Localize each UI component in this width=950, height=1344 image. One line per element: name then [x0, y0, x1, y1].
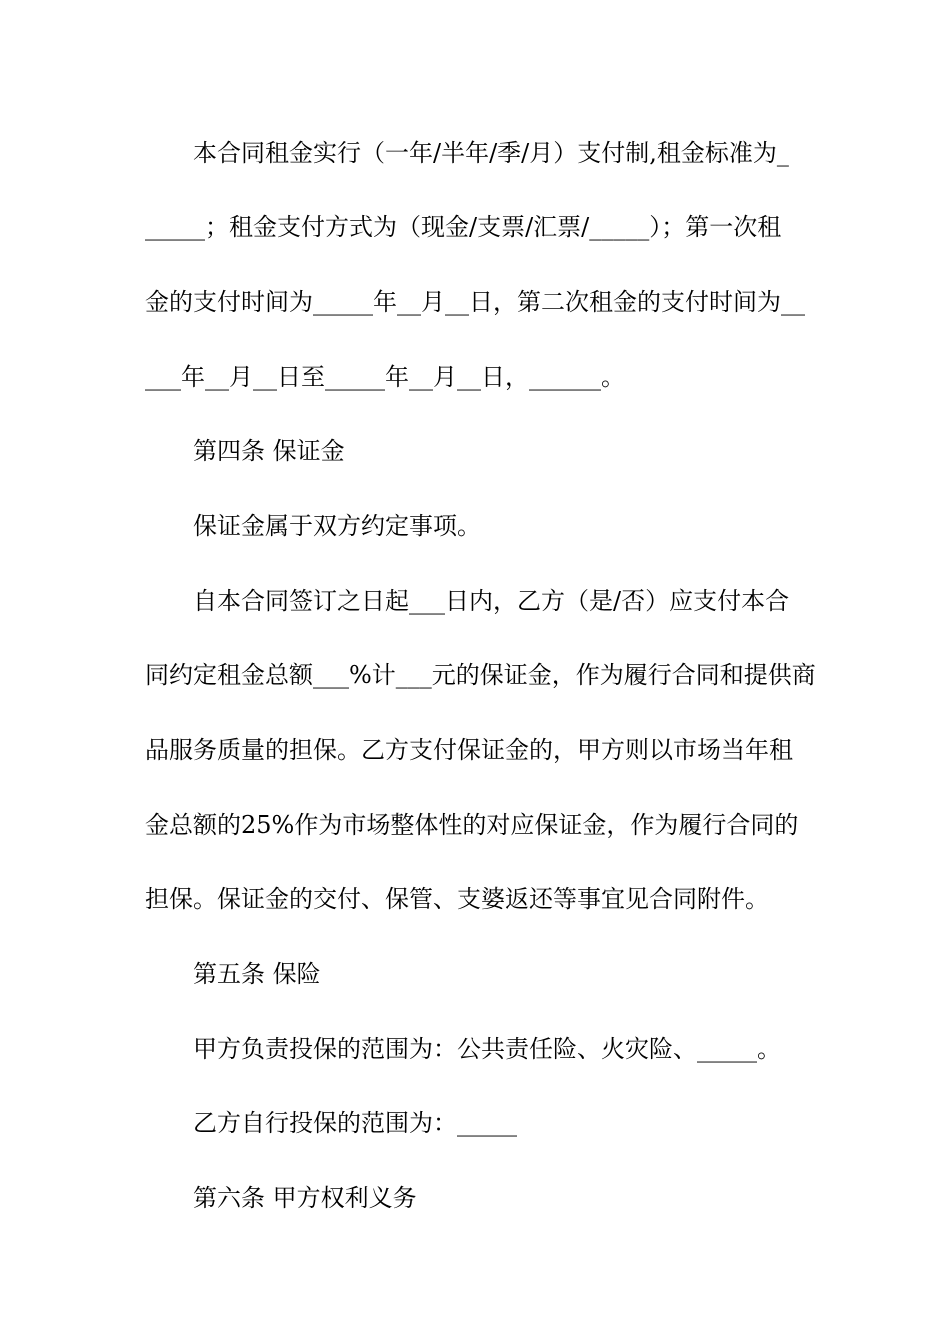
paragraph-deposit-agreement: 保证金属于双方约定事项。 [193, 512, 481, 540]
paragraph-rent-payment-line-4: ___年__月__日至_____年__月__日，______。 [145, 363, 625, 391]
paragraph-deposit-terms-line-4: 金总额的25%作为市场整体性的对应保证金，作为履行合同的 [145, 811, 799, 839]
paragraph-rent-payment-line-2: _____；租金支付方式为（现金/支票/汇票/_____）；第一次租 [145, 213, 782, 241]
section-heading-party-a-rights: 第六条 甲方权利义务 [193, 1184, 417, 1212]
section-heading-insurance: 第五条 保险 [193, 960, 321, 988]
paragraph-deposit-terms-line-5: 担保。保证金的交付、保管、支婆返还等事宜见合同附件。 [145, 885, 769, 913]
paragraph-party-a-insurance: 甲方负责投保的范围为：公共责任险、火灾险、_____。 [193, 1035, 781, 1063]
paragraph-rent-payment-line-3: 金的支付时间为_____年__月__日，第二次租金的支付时间为__ [145, 288, 805, 316]
paragraph-party-b-insurance: 乙方自行投保的范围为：_____ [193, 1109, 517, 1137]
paragraph-deposit-terms-line-1: 自本合同签订之日起___日内，乙方（是/否）应支付本合 [193, 587, 790, 615]
paragraph-deposit-terms-line-3: 品服务质量的担保。乙方支付保证金的，甲方则以市场当年租 [145, 736, 793, 764]
section-heading-deposit: 第四条 保证金 [193, 437, 345, 465]
paragraph-deposit-terms-line-2: 同约定租金总额___%计___元的保证金，作为履行合同和提供商 [145, 661, 816, 689]
paragraph-rent-payment-line-1: 本合同租金实行（一年/半年/季/月）支付制,租金标准为_ [193, 139, 789, 167]
